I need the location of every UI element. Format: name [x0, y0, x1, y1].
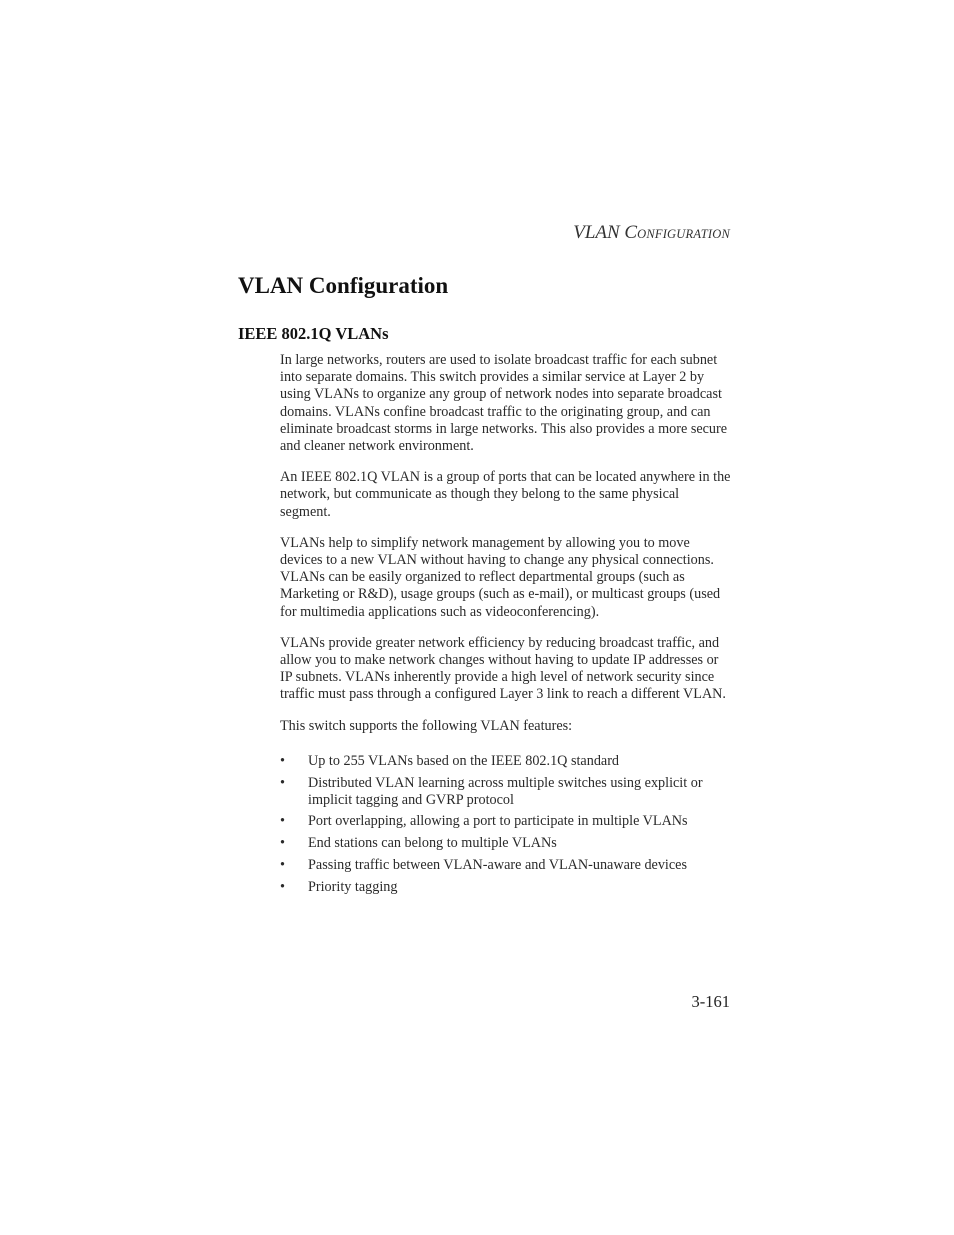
page-title: VLAN Configuration [238, 273, 449, 298]
list-item-text: Port overlapping, allowing a port to participate in multiple VLANs [308, 813, 688, 830]
list-item-text: End stations can belong to multiple VLANs [308, 835, 557, 852]
list-item-text: Passing traffic between VLAN-aware and VLAN-unaware devices [308, 856, 687, 873]
running-header-smallcaps: ONFIGURATION [637, 227, 730, 241]
running-header [430, 222, 730, 244]
list-item-text: Priority tagging [308, 878, 398, 895]
section-heading: IEEE 802.1Q VLANs [238, 324, 389, 343]
bullet-icon: • [280, 774, 285, 791]
paragraph-3: VLANs help to simplify network management by allowing you to move devices to a new VLAN without having to change any physical connections. VLANs can be easily organized to reflect departmental groups (such as Marketing or R&D), usage groups (such as e-mail), or multicast groups (used for multimedia applications such as videoconferencing). [280, 534, 721, 620]
list-item [280, 835, 732, 852]
bullet-icon: • [280, 752, 285, 769]
paragraph-2: An IEEE 802.1Q VLAN is a group of ports that can be located anywhere in the network, but communicate as though they belong to the same physical segment. [280, 469, 731, 520]
feature-list [280, 753, 732, 896]
list-item-text: Distributed VLAN learning across multiple switches using explicit or implicit tagging and GVRP protocol [308, 774, 703, 808]
running-header-lead: VLAN C [573, 222, 638, 243]
bullet-icon: • [280, 856, 285, 873]
paragraph-1: In large networks, routers are used to isolate broadcast traffic for each subnet into separate domains. This switch provides a similar service at Layer 2 by using VLANs to organize any group of network nodes into separate broadcast domains. VLANs confine broadcast traffic to the originating group, and can eliminate broadcast storms in large networks. This also provides a more secure and cleaner network environment. [280, 352, 728, 455]
bullet-icon: • [280, 835, 285, 852]
body-text [280, 352, 732, 900]
list-item-text: Up to 255 VLANs based on the IEEE 802.1Q standard [308, 752, 620, 769]
paragraph-4: VLANs provide greater network efficiency by reducing broadcast traffic, and allow you to make network changes without having to update IP addresses or IP subnets. VLANs inherently provide a high level of network security since traffic must pass through a configured Layer 3 link to reach a different VLAN. [280, 634, 726, 703]
list-item [280, 857, 732, 874]
paragraph-5: This switch supports the following VLAN features: [280, 717, 573, 734]
list-item [280, 753, 732, 770]
bullet-icon: • [280, 878, 285, 895]
list-item [280, 813, 732, 830]
bullet-icon: • [280, 813, 285, 830]
list-item [280, 775, 732, 809]
page-number: 3-161 [691, 992, 730, 1011]
list-item [280, 879, 732, 896]
